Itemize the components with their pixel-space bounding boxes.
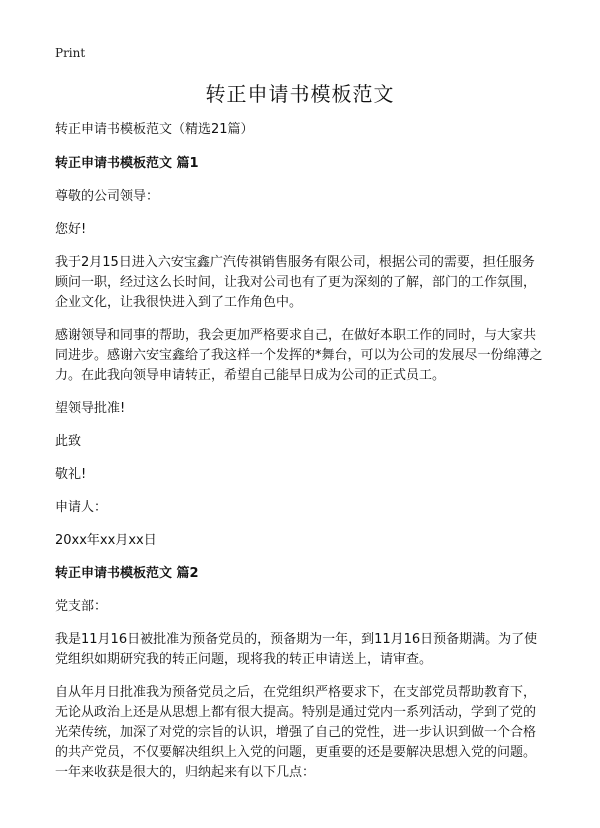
paragraph: 自从年月日批准我为预备党员之后，在党组织严格要求下，在支部党员帮助教育下，无论从政治上还是从思想上都有很大提高。特别是通过党内一系列活动，学到了党的光荣传统，加深了对党的宗旨的认识，增强了自己的党性，进一步认识到做一个合格的共产党员，不仅要解决组织上入党的问题，更重要的还是要解决思想入党的问题。一年来收获是很大的，归纳起来有以下几点： [55, 685, 537, 780]
paragraph: 您好! [55, 222, 87, 237]
paragraph: 敬礼! [55, 467, 87, 482]
paragraph: 感谢领导和同事的帮助，我会更加严格要求自己，在做好本职工作的同时，与大家共同进步。感谢六安宝鑫给了我这样一个发挥的*舞台，可以为公司的发展尽一份绵薄之力。在此我向领导申请转正，希望自己能早日成为公司的正式员工。 [55, 328, 543, 383]
section-heading-1: 转正申请书模板范文 篇1 [55, 156, 199, 171]
paragraph: 尊敬的公司领导： [55, 189, 160, 204]
section-heading-2: 转正申请书模板范文 篇2 [55, 566, 199, 581]
paragraph: 党支部： [55, 599, 108, 614]
paragraph: 20xx年xx月xx日 [55, 533, 157, 548]
document-body [55, 120, 545, 796]
page-title: 转正申请书模板范文 [205, 82, 395, 106]
paragraph: 我是11月16日被批准为预备党员的，预备期为一年，到11月16日预备期满。为了使党组织如期研究我的转正问题，现将我的转正申请送上，请审查。 [55, 632, 538, 667]
paragraph: 申请人： [55, 500, 108, 515]
paragraph: 望领导批准! [55, 401, 126, 416]
paragraph: 我于2月15日进入六安宝鑫广汽传祺销售服务有限公司，根据公司的需要，担任服务顾问一职，经过这么长时间，让我对公司也有了更为深刻的了解，部门的工作氛围，企业文化，让我很快进入到了工作角色中。 [55, 255, 537, 310]
document-subtitle: 转正申请书模板范文（精选21篇） [55, 122, 254, 137]
print-link[interactable]: Print [55, 46, 86, 60]
paragraph: 此致 [55, 434, 82, 449]
